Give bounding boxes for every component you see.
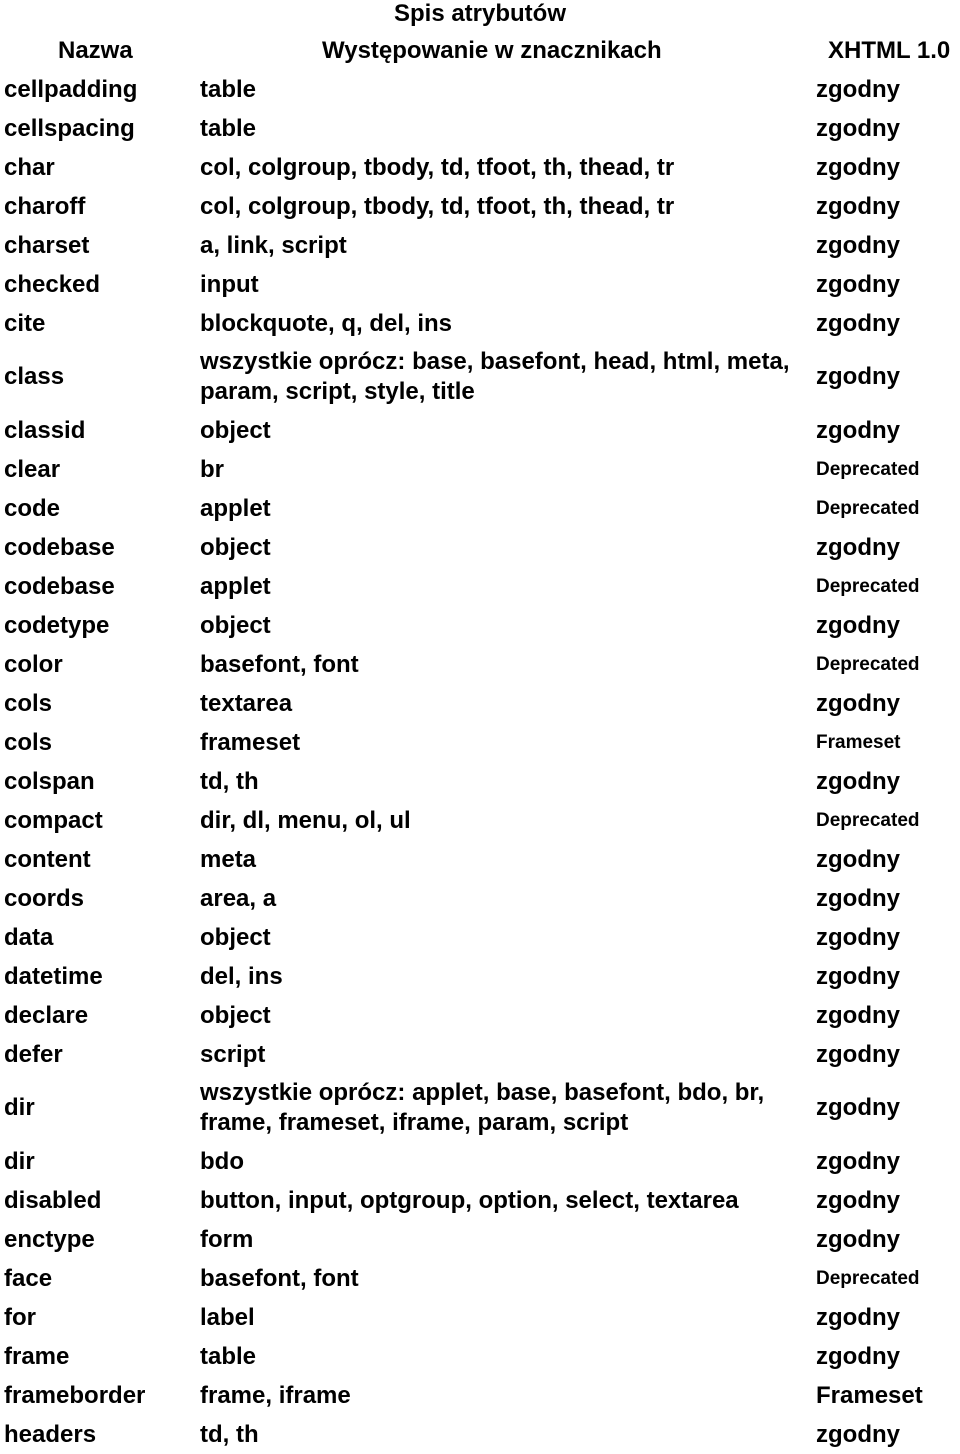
attribute-status: zgodny [816, 1186, 900, 1214]
table-row [0, 187, 960, 226]
table-row [0, 1376, 960, 1415]
attribute-tags: blockquote, q, del, ins [200, 309, 453, 337]
attribute-name: cols [4, 689, 53, 717]
attribute-tags: label [200, 1303, 255, 1331]
attribute-tags: frameset [200, 728, 301, 756]
attribute-status: zgodny [816, 309, 900, 337]
attribute-status: Frameset [816, 1381, 923, 1409]
attribute-name: code [4, 494, 61, 522]
column-header-xhtml: XHTML 1.0 [828, 37, 951, 64]
attribute-name: frame [4, 1342, 70, 1370]
table-row [0, 957, 960, 996]
attribute-name: headers [4, 1420, 97, 1448]
table-row [0, 1415, 960, 1454]
attribute-tags: del, ins [200, 962, 283, 990]
attribute-name: charset [4, 231, 90, 259]
attribute-status: Deprecated [816, 458, 920, 480]
attribute-tags: applet [200, 494, 271, 522]
table-row [0, 1035, 960, 1074]
attribute-name: coords [4, 884, 85, 912]
attribute-tags: object [200, 611, 271, 639]
attribute-status: Frameset [816, 731, 901, 753]
attribute-tags: dir, dl, menu, ol, ul [200, 806, 411, 834]
attribute-status: zgodny [816, 1303, 900, 1331]
table-row [0, 1220, 960, 1259]
attribute-tags: object [200, 923, 271, 951]
attribute-status: zgodny [816, 845, 900, 873]
table-row [0, 148, 960, 187]
attribute-tags: object [200, 533, 271, 561]
table-row [0, 1337, 960, 1376]
attribute-status: zgodny [816, 363, 900, 390]
attribute-status: zgodny [816, 923, 900, 951]
table-row [0, 1142, 960, 1181]
attribute-status: zgodny [816, 416, 900, 444]
table-header [0, 31, 960, 70]
attribute-tags: meta [200, 845, 257, 873]
attribute-tags: input [200, 270, 259, 298]
attribute-name: datetime [4, 962, 103, 990]
attribute-tags: br [200, 455, 224, 483]
document-title: Spis atrybutów [393, 0, 567, 27]
attribute-name: disabled [4, 1186, 102, 1214]
table-row [0, 801, 960, 840]
table-row [0, 762, 960, 801]
attribute-name: char [4, 153, 55, 181]
attribute-status: zgodny [816, 192, 900, 220]
attribute-tags: table [200, 1342, 257, 1370]
attribute-name: codebase [4, 533, 115, 561]
attribute-status: zgodny [816, 114, 900, 142]
attribute-tags: table [200, 114, 257, 142]
attribute-status: zgodny [816, 1342, 900, 1370]
attribute-status: Deprecated [816, 1267, 920, 1289]
attribute-name: colspan [4, 767, 95, 795]
attribute-tags: bdo [200, 1147, 244, 1175]
attribute-status: zgodny [816, 884, 900, 912]
attribute-tags: col, colgroup, tbody, td, tfoot, th, thead, tr [200, 192, 675, 220]
attribute-tags: td, th [200, 767, 259, 795]
attribute-tags: basefont, font [200, 1264, 359, 1292]
attribute-name: dir [4, 1094, 35, 1121]
table-row [0, 343, 960, 411]
table-row [0, 1298, 960, 1337]
attribute-tags: textarea [200, 689, 293, 717]
attribute-status: zgodny [816, 75, 900, 103]
attribute-name: compact [4, 806, 103, 834]
attribute-status: Deprecated [816, 497, 920, 519]
attribute-status: zgodny [816, 689, 900, 717]
attribute-tags: script [200, 1040, 266, 1068]
table-row [0, 840, 960, 879]
column-header-name: Nazwa [58, 37, 133, 64]
attribute-tags: col, colgroup, tbody, td, tfoot, th, thead, tr [200, 153, 675, 181]
attribute-tags: table [200, 75, 257, 103]
attribute-status: Deprecated [816, 653, 920, 675]
attribute-name: defer [4, 1040, 63, 1068]
attribute-status: zgodny [816, 611, 900, 639]
attribute-name: codetype [4, 611, 110, 639]
attribute-table-body [0, 70, 960, 1454]
attribute-status: zgodny [816, 1225, 900, 1253]
attribute-name: face [4, 1264, 53, 1292]
attribute-status: zgodny [816, 767, 900, 795]
table-row [0, 528, 960, 567]
table-row [0, 304, 960, 343]
attribute-tags: wszystkie oprócz: applet, base, basefont, bdo, br, frame, frameset, iframe, param, script [200, 1079, 765, 1136]
attribute-name: content [4, 845, 91, 873]
table-row [0, 684, 960, 723]
table-row [0, 918, 960, 957]
attribute-status: zgodny [816, 533, 900, 561]
table-row [0, 109, 960, 148]
table-row [0, 1259, 960, 1298]
attribute-status: zgodny [816, 153, 900, 181]
attribute-name: checked [4, 270, 101, 298]
table-row [0, 879, 960, 918]
attribute-name: declare [4, 1001, 89, 1029]
table-row [0, 70, 960, 109]
table-row [0, 489, 960, 528]
table-row [0, 411, 960, 450]
attribute-name: enctype [4, 1225, 95, 1253]
attribute-name: cols [4, 728, 53, 756]
attribute-tags: area, a [200, 884, 277, 912]
attribute-status: Deprecated [816, 809, 920, 831]
table-row [0, 567, 960, 606]
table-row [0, 450, 960, 489]
attribute-tags: button, input, optgroup, option, select, textarea [200, 1186, 739, 1214]
attribute-status: zgodny [816, 1001, 900, 1029]
attribute-name: color [4, 650, 63, 678]
table-row [0, 1074, 960, 1142]
attribute-tags: applet [200, 572, 271, 600]
table-row [0, 645, 960, 684]
attribute-tags: frame, iframe [200, 1381, 351, 1409]
table-row [0, 606, 960, 645]
attribute-status: Deprecated [816, 575, 920, 597]
attribute-tags: basefont, font [200, 650, 359, 678]
attribute-status: zgodny [816, 1420, 900, 1448]
attribute-name: charoff [4, 192, 86, 220]
table-row [0, 996, 960, 1035]
table-row [0, 723, 960, 762]
attribute-status: zgodny [816, 231, 900, 259]
attribute-tags: wszystkie oprócz: base, basefont, head, html, meta, param, script, style, title [200, 348, 790, 405]
attribute-tags: td, th [200, 1420, 259, 1448]
attribute-tags: object [200, 416, 271, 444]
table-row [0, 1181, 960, 1220]
attribute-status: zgodny [816, 1094, 900, 1121]
attribute-name: classid [4, 416, 86, 444]
table-row [0, 265, 960, 304]
attribute-name: dir [4, 1147, 35, 1175]
attribute-name: clear [4, 455, 61, 483]
attribute-name: codebase [4, 572, 115, 600]
attribute-tags: form [200, 1225, 254, 1253]
attribute-name: data [4, 923, 54, 951]
attribute-name: cite [4, 309, 46, 337]
attribute-status: zgodny [816, 1040, 900, 1068]
attribute-status: zgodny [816, 270, 900, 298]
attribute-name: frameborder [4, 1381, 146, 1409]
attribute-name: for [4, 1303, 36, 1331]
attribute-tags: a, link, script [200, 231, 347, 259]
attribute-status: zgodny [816, 1147, 900, 1175]
table-row [0, 226, 960, 265]
attribute-name: class [4, 363, 65, 390]
attribute-status: zgodny [816, 962, 900, 990]
attribute-name: cellpadding [4, 75, 138, 103]
attribute-tags: object [200, 1001, 271, 1029]
column-header-tags: Występowanie w znacznikach [322, 37, 662, 64]
attribute-name: cellspacing [4, 114, 135, 142]
